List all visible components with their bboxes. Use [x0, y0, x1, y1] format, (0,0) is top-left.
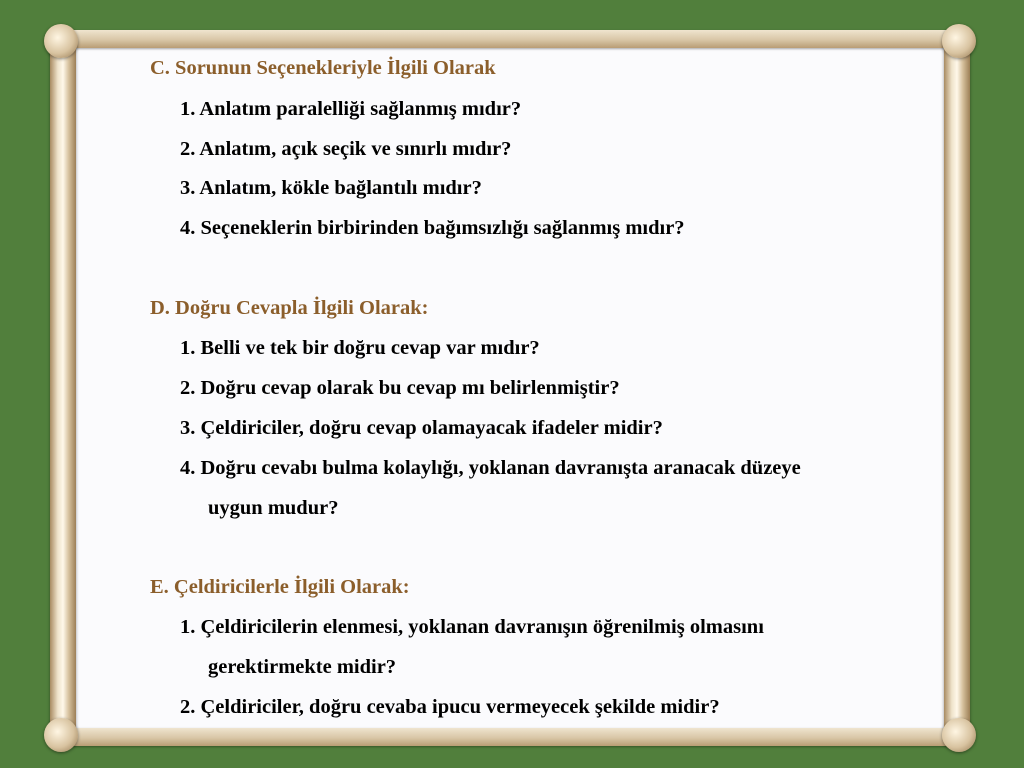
section-d-item-4: 4. Doğru cevabı bulma kolaylığı, yoklanan davranışta aranacak düzeye: [180, 457, 801, 479]
section-d-item-4-continuation: uygun mudur?: [208, 497, 339, 519]
section-e-item-2: 2. Çeldiriciler, doğru cevaba ipucu vermeyecek şekilde midir?: [180, 696, 720, 718]
section-d-heading: D. Doğru Cevapla İlgili Olarak:: [150, 297, 429, 319]
section-d-item-3: 3. Çeldiriciler, doğru cevap olamayacak ifadeler midir?: [180, 417, 663, 439]
section-d-item-1: 1. Belli ve tek bir doğru cevap var mıdır?: [180, 337, 540, 359]
section-e-item-1: 1. Çeldiricilerin elenmesi, yoklanan davranışın öğrenilmiş olmasını: [180, 616, 764, 638]
section-c-item-2: 2. Anlatım, açık seçik ve sınırlı mıdır?: [180, 138, 512, 160]
section-c-heading: C. Sorunun Seçenekleriyle İlgili Olarak: [150, 57, 496, 79]
section-e-heading: E. Çeldiricilerle İlgili Olarak:: [150, 576, 410, 598]
section-d-item-2: 2. Doğru cevap olarak bu cevap mı belirlenmiştir?: [180, 377, 620, 399]
section-e-item-1-continuation: gerektirmekte midir?: [208, 656, 397, 678]
section-c-item-3: 3. Anlatım, kökle bağlantılı mıdır?: [180, 177, 482, 199]
section-c-item-4: 4. Seçeneklerin birbirinden bağımsızlığı sağlanmış mıdır?: [180, 217, 685, 239]
section-c-item-1: 1. Anlatım paralelliği sağlanmış mıdır?: [180, 98, 522, 120]
